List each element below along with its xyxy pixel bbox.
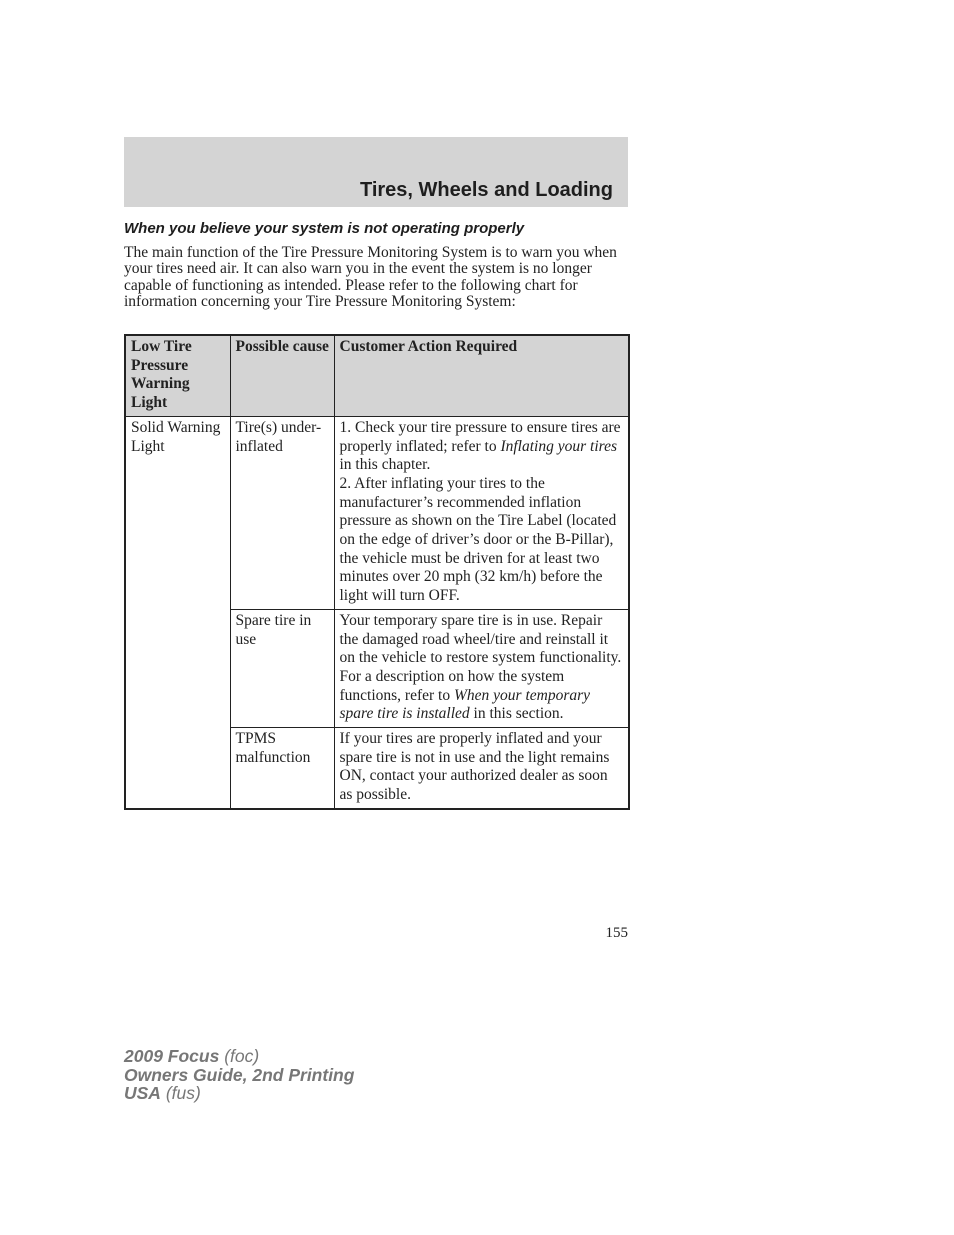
action-step-2: 2. After inflating your tires to the manufacturer’s recommended inflation pressure as shown on the Tire Label (located on the edge of driver’s door or the B-Pillar), the vehicle must be driven for at least two minutes over 20 mph (32 km/h) before the light will turn OFF. xyxy=(339,474,617,605)
page-number: 155 xyxy=(605,925,628,941)
table-row xyxy=(125,416,629,609)
action-cell xyxy=(334,416,629,609)
tpms-troubleshooting-table xyxy=(124,334,630,810)
action-step-1: 1. Check your tire pressure to ensure tires are properly inflated; refer to Inflating your tires in this chapter. xyxy=(339,418,621,474)
section-title: Tires, Wheels and Loading xyxy=(359,179,613,201)
footer-line-model: 2009 Focus (foc) xyxy=(124,1046,260,1066)
cross-reference: When your temporary spare tire is installed xyxy=(339,686,591,723)
warning-light-cell: Solid Warning Light xyxy=(125,416,230,809)
action-cell: Your temporary spare tire is in use. Repair the damaged road wheel/tire and reinstall it on the vehicle to restore system functionality. For a description on how the system functions, refer to When your temporary spare tire is installed in this section. xyxy=(334,609,629,727)
header-possible-cause: Possible cause xyxy=(230,335,334,416)
cause-cell: TPMS malfunction xyxy=(230,728,334,809)
document-footer xyxy=(124,1047,354,1103)
subsection-heading: When you believe your system is not operating properly xyxy=(124,220,525,237)
cause-cell: Spare tire in use xyxy=(230,609,334,727)
section-header-band xyxy=(124,137,628,207)
cause-cell: Tire(s) under-inflated xyxy=(230,416,334,609)
header-warning-light: Low Tire Pressure Warning Light xyxy=(125,335,230,416)
footer-line-edition: Owners Guide, 2nd Printing xyxy=(124,1064,355,1085)
action-cell: If your tires are properly inflated and your spare tire is not in use and the light remains ON, contact your authorized dealer as soon as possible. xyxy=(334,728,629,809)
table-header-row xyxy=(125,335,629,416)
cross-reference: Inflating your tires xyxy=(500,437,617,455)
header-customer-action: Customer Action Required xyxy=(334,335,629,416)
footer-line-market: USA (fus) xyxy=(124,1083,201,1104)
intro-paragraph: The main function of the Tire Pressure Monitoring System is to warn you when your tires need air. It can also warn you in the event the system is no longer capable of functioning as intended. Please refer to the following chart for information concerning your Tire Pressure Monitoring System: xyxy=(124,244,617,311)
